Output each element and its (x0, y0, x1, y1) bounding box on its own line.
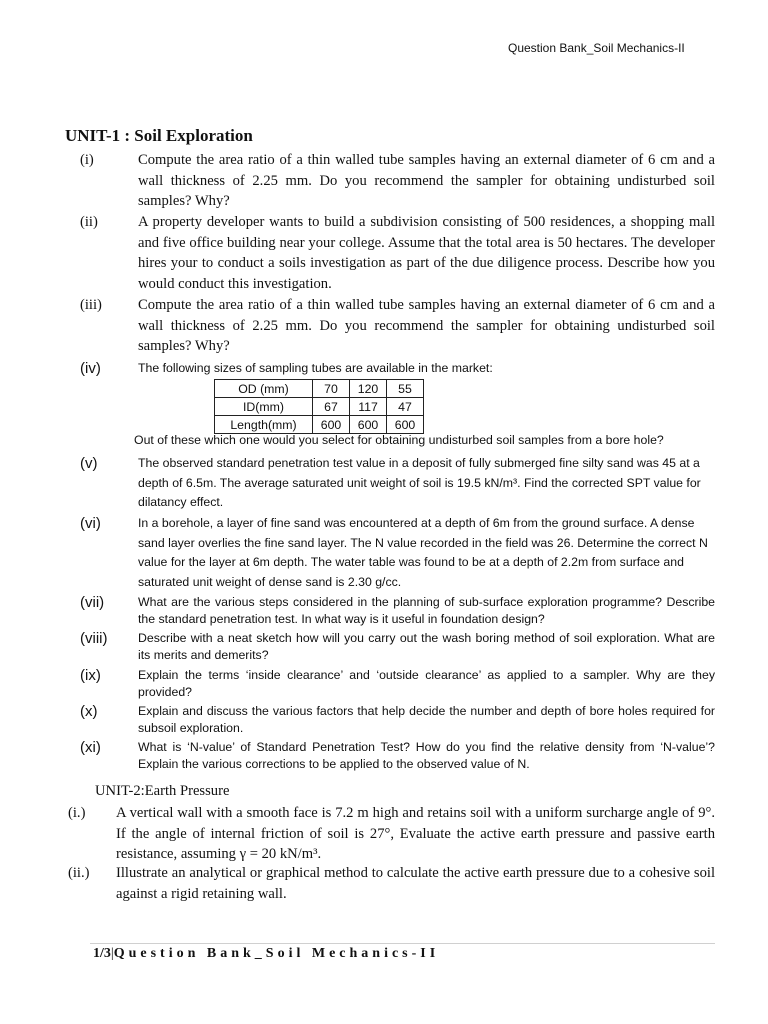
question-1-xi (80, 739, 715, 773)
question-1-vi (80, 514, 715, 592)
table-cell: 120 (350, 380, 387, 398)
question-text: Compute the area ratio of a thin walled tube samples having an external diameter of 6 cm and a wall thickness of 2.25 mm. Do you recommend the sampler for obtaining undisturbed soil samples? Why? (138, 152, 715, 209)
question-text: Describe with a neat sketch how will you carry out the wash boring method of soil exploration. What are its merits and demerits? (138, 631, 715, 662)
question-number: (vi) (80, 515, 101, 532)
question-1-i (80, 150, 715, 212)
question-number: (ii.) (68, 865, 90, 881)
table-row (215, 416, 424, 434)
question-text: The following sizes of sampling tubes are available in the market: (138, 361, 493, 375)
question-number: (i.) (68, 805, 86, 821)
table-cell: 67 (313, 398, 350, 416)
question-number: (v) (80, 455, 98, 472)
question-1-iv (80, 359, 715, 379)
question-text: What is ‘N-value’ of Standard Penetration Test? How do you find the relative density from ‘N-value’? Explain the various corrections to be applied to the observed value of N. (138, 740, 715, 771)
question-1-ix (80, 667, 715, 701)
question-text: A property developer wants to build a subdivision consisting of 500 residences, a shopping mall and five office building near your college. Assume that the total area is 50 hectares. The developer hires your to conduct a soils investigation as part of the due diligence process. Describe how you would conduct this investigation. (138, 214, 715, 292)
question-number: (iv) (80, 360, 101, 377)
sampling-tubes-table (214, 379, 424, 434)
table-cell: 600 (387, 416, 424, 434)
footer-title: Question Bank_Soil Mechanics-II (113, 946, 440, 961)
question-text: The observed standard penetration test value in a deposit of fully submerged fine silty sand was 45 at a depth of 6.5m. The average saturated unit weight of soil is 19.5 kN/m³. Find the corrected SPT value for dilatancy effect. (138, 456, 701, 509)
question-number: (viii) (80, 630, 108, 647)
question-text: Illustrate an analytical or graphical method to calculate the active earth pressure due to a cohesive soil against a rigid retaining wall. (116, 865, 715, 902)
question-number: (vii) (80, 594, 105, 611)
unit2-title: UNIT-2:Earth Pressure (95, 783, 230, 799)
question-number: (xi) (80, 739, 101, 756)
footer-divider (90, 943, 715, 944)
question-2-ii (68, 863, 715, 904)
question-1-vii (80, 594, 715, 628)
table-row (215, 380, 424, 398)
question-text: In a borehole, a layer of fine sand was encountered at a depth of 6m from the ground surface. A dense sand layer overlies the fine sand layer. The N value recorded in the field was 26. Determine the correct N value for the layer at 6m depth. The water table was found to be at a depth of 2.2m from surface and saturated unit weight of dense sand is 2.30 g/cc. (138, 516, 708, 589)
question-text: Compute the area ratio of a thin walled tube samples having an external diameter of 6 cm and a wall thickness of 2.25 mm. Do you recommend the sampler for obtaining undisturbed soil samples? Why? (138, 297, 715, 354)
row-label: Length(mm) (215, 416, 313, 434)
table-cell: 55 (387, 380, 424, 398)
unit1-title: UNIT-1 : Soil Exploration (65, 126, 253, 145)
question-text: A vertical wall with a smooth face is 7.2 m high and retains soil with a uniform surcharge angle of 9°. If the angle of internal friction of soil is 27°, Evaluate the active earth pressure and passive earth resistance, assuming γ = 20 kN/m³. (116, 805, 715, 862)
question-number: (ii) (80, 214, 98, 230)
table-cell: 70 (313, 380, 350, 398)
table-cell: 600 (350, 416, 387, 434)
question-1-viii (80, 630, 715, 664)
page-header: Question Bank_Soil Mechanics-II (508, 41, 685, 55)
row-label: ID(mm) (215, 398, 313, 416)
table-note: Out of these which one would you select for obtaining undisturbed soil samples from a bore hole? (134, 433, 664, 447)
footer-separator: | (110, 946, 114, 961)
question-1-x (80, 703, 715, 737)
question-1-ii (80, 212, 715, 294)
question-1-iii (80, 295, 715, 357)
table-cell: 600 (313, 416, 350, 434)
row-label: OD (mm) (215, 380, 313, 398)
question-number: (ix) (80, 667, 101, 684)
question-number: (i) (80, 152, 94, 168)
page-number: 1/3 (93, 946, 111, 961)
question-number: (x) (80, 703, 98, 720)
question-text: What are the various steps considered in the planning of sub-surface exploration programme? Describe the standard penetration test. In what way is it useful in foundation design? (138, 595, 715, 626)
question-2-i (68, 803, 715, 865)
question-text: Explain and discuss the various factors that help decide the number and depth of bore holes required for subsoil exploration. (138, 704, 715, 735)
table-cell: 117 (350, 398, 387, 416)
question-text: Explain the terms ‘inside clearance’ and ‘outside clearance’ as applied to a sampler. Why are they provided? (138, 668, 715, 699)
page-footer (93, 946, 439, 962)
question-number: (iii) (80, 297, 102, 313)
table-cell: 47 (387, 398, 424, 416)
table-row (215, 398, 424, 416)
question-1-v (80, 454, 715, 513)
